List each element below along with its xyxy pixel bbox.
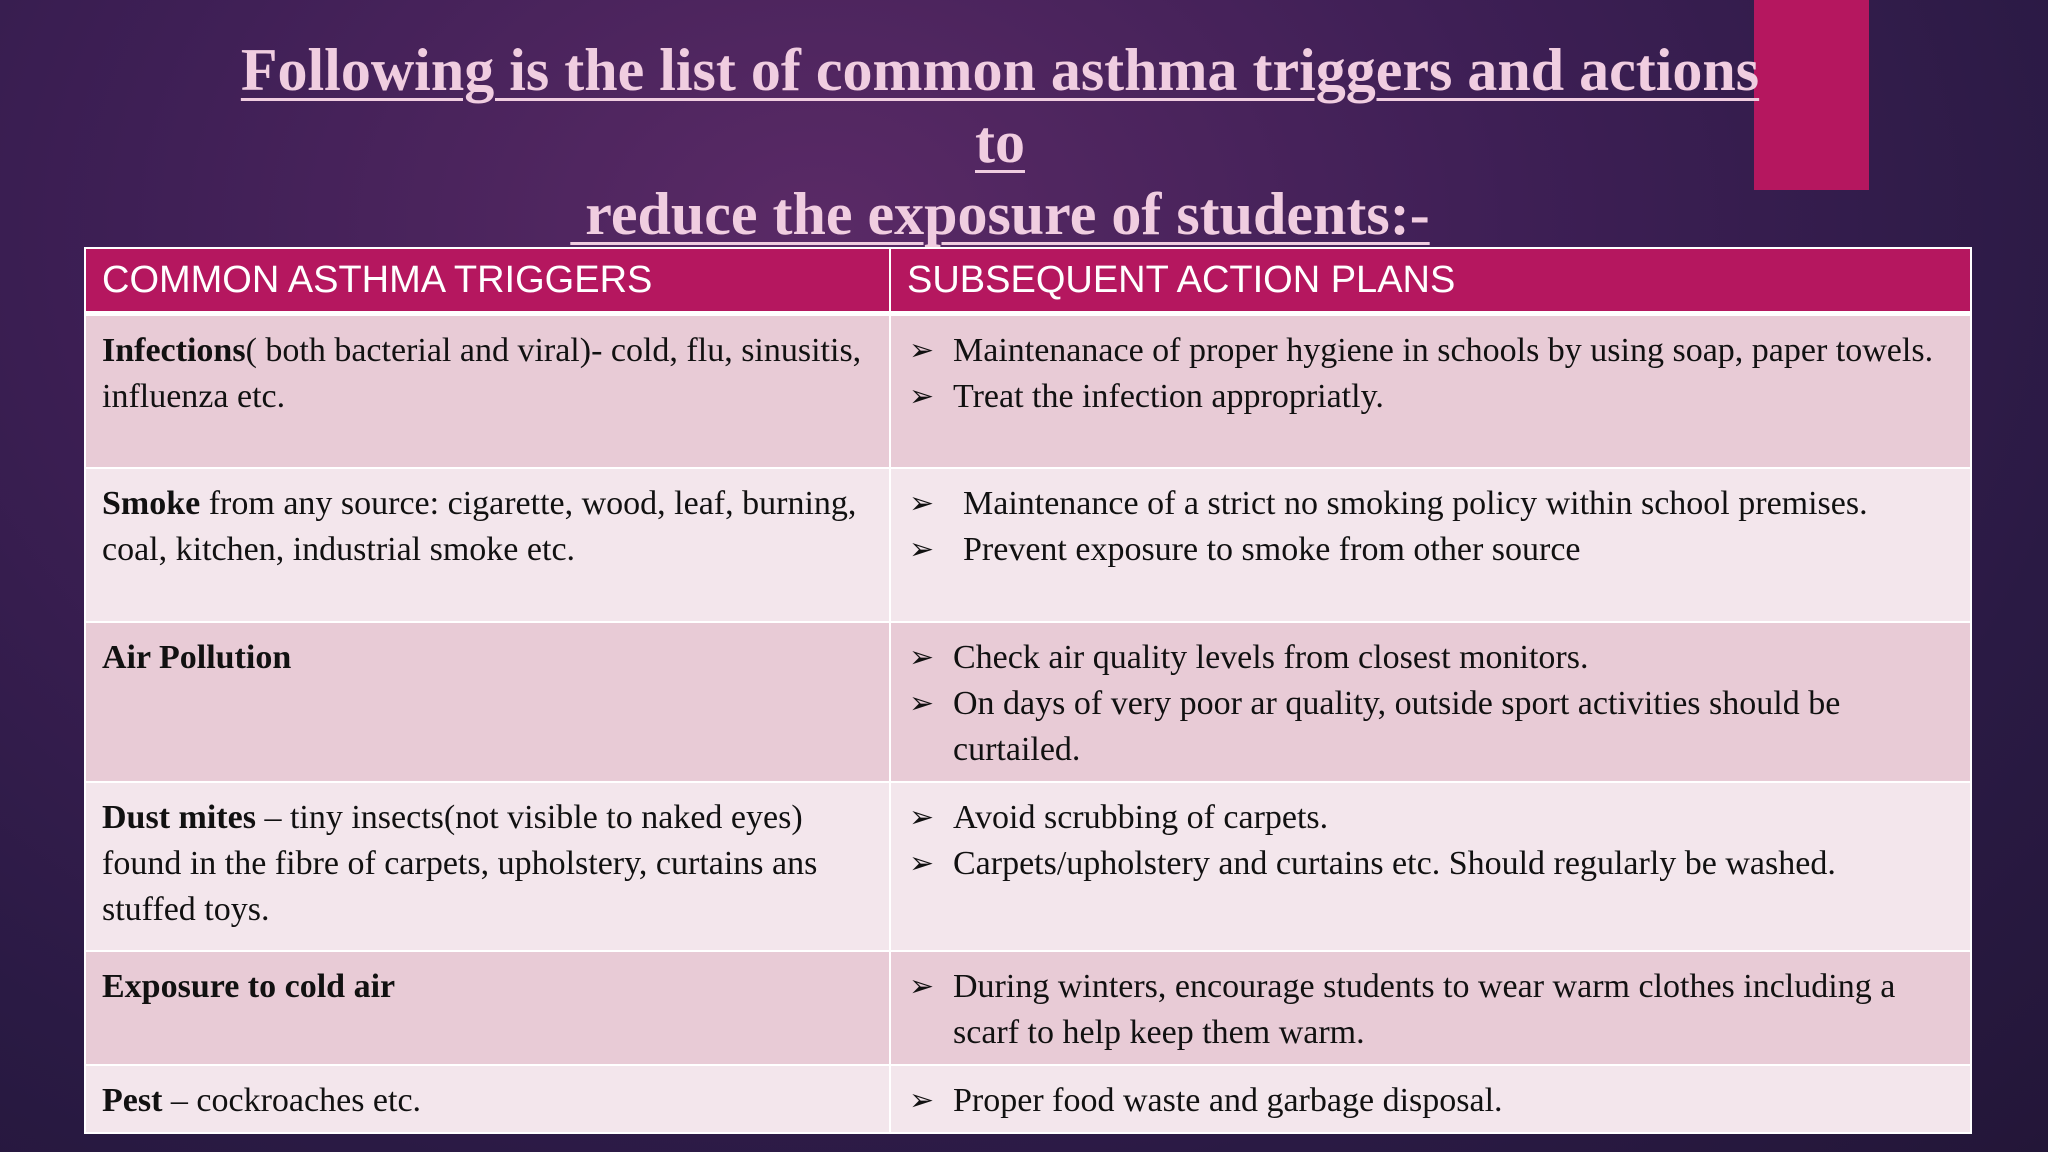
trigger-description: ( both bacterial and viral)- cold, flu, sinusitis, influenza etc.	[102, 332, 862, 415]
action-cell	[890, 622, 1971, 782]
action-item: ➢ Prevent exposure to smoke from other source	[907, 527, 1954, 573]
triggers-table	[84, 247, 1972, 1134]
action-cell	[890, 782, 1971, 951]
action-item: ➢ Maintenance of a strict no smoking policy within school premises.	[907, 481, 1954, 527]
trigger-name: Dust mites	[102, 798, 256, 836]
action-item: ➢ Check air quality levels from closest monitors.	[907, 635, 1954, 681]
trigger-description: – tiny insects(not visible to naked eyes) found in the fibre of carpets, upholstery, curtains ans stuffed toys.	[102, 798, 818, 928]
trigger-name: Air Pollution	[102, 638, 292, 676]
title-line-1: Following is the list of common asthma triggers and actions	[240, 37, 1760, 103]
action-item: ➢ Treat the infection appropriatly.	[907, 374, 1954, 420]
trigger-description: – cockroaches etc.	[162, 1081, 422, 1119]
arrow-bullet-icon: ➢	[909, 485, 935, 521]
action-item: ➢ During winters, encourage students to wear warm clothes including a scarf to help keep them warm.	[907, 964, 1954, 1056]
action-cell	[890, 314, 1971, 468]
trigger-name: Exposure to cold air	[102, 967, 396, 1005]
action-item: ➢ Carpets/upholstery and curtains etc. Should regularly be washed.	[907, 841, 1954, 887]
table-row	[85, 1065, 1971, 1133]
arrow-bullet-icon: ➢	[909, 845, 935, 881]
arrow-bullet-icon: ➢	[909, 799, 935, 835]
trigger-name: Infections	[102, 332, 246, 369]
action-cell	[890, 951, 1971, 1065]
slide-title	[100, 34, 1900, 250]
action-item: ➢ Maintenanace of proper hygiene in schools by using soap, paper towels.	[907, 328, 1954, 374]
action-item: ➢ On days of very poor ar quality, outside sport activities should be curtailed.	[907, 681, 1954, 773]
arrow-bullet-icon: ➢	[909, 333, 935, 368]
table-row	[85, 951, 1971, 1065]
trigger-cell	[85, 1065, 890, 1133]
trigger-cell	[85, 314, 890, 468]
trigger-name: Smoke	[102, 484, 201, 522]
arrow-bullet-icon: ➢	[909, 531, 935, 567]
trigger-description: from any source: cigarette, wood, leaf, burning, coal, kitchen, industrial smoke etc.	[102, 484, 857, 568]
table-row	[85, 782, 1971, 951]
header-actions: SUBSEQUENT ACTION PLANS	[890, 248, 1971, 314]
arrow-bullet-icon: ➢	[909, 1082, 935, 1118]
trigger-cell	[85, 951, 890, 1065]
arrow-bullet-icon: ➢	[909, 639, 935, 675]
table-row	[85, 314, 1971, 468]
arrow-bullet-icon: ➢	[909, 968, 935, 1004]
title-line-3: reduce the exposure of students:-	[570, 181, 1430, 247]
title-line-2: to	[975, 109, 1025, 175]
arrow-bullet-icon: ➢	[909, 685, 935, 721]
table-row	[85, 468, 1971, 622]
table-row	[85, 622, 1971, 782]
table-header-row	[85, 248, 1971, 314]
action-item: ➢ Proper food waste and garbage disposal.	[907, 1078, 1954, 1124]
triggers-table-container	[84, 247, 1970, 1134]
action-item: ➢ Avoid scrubbing of carpets.	[907, 795, 1954, 841]
action-cell	[890, 468, 1971, 622]
trigger-cell	[85, 622, 890, 782]
trigger-cell	[85, 782, 890, 951]
trigger-name: Pest	[102, 1081, 163, 1119]
action-cell	[890, 1065, 1971, 1133]
trigger-cell	[85, 468, 890, 622]
header-triggers: COMMON ASTHMA TRIGGERS	[85, 248, 890, 314]
arrow-bullet-icon: ➢	[909, 379, 935, 414]
